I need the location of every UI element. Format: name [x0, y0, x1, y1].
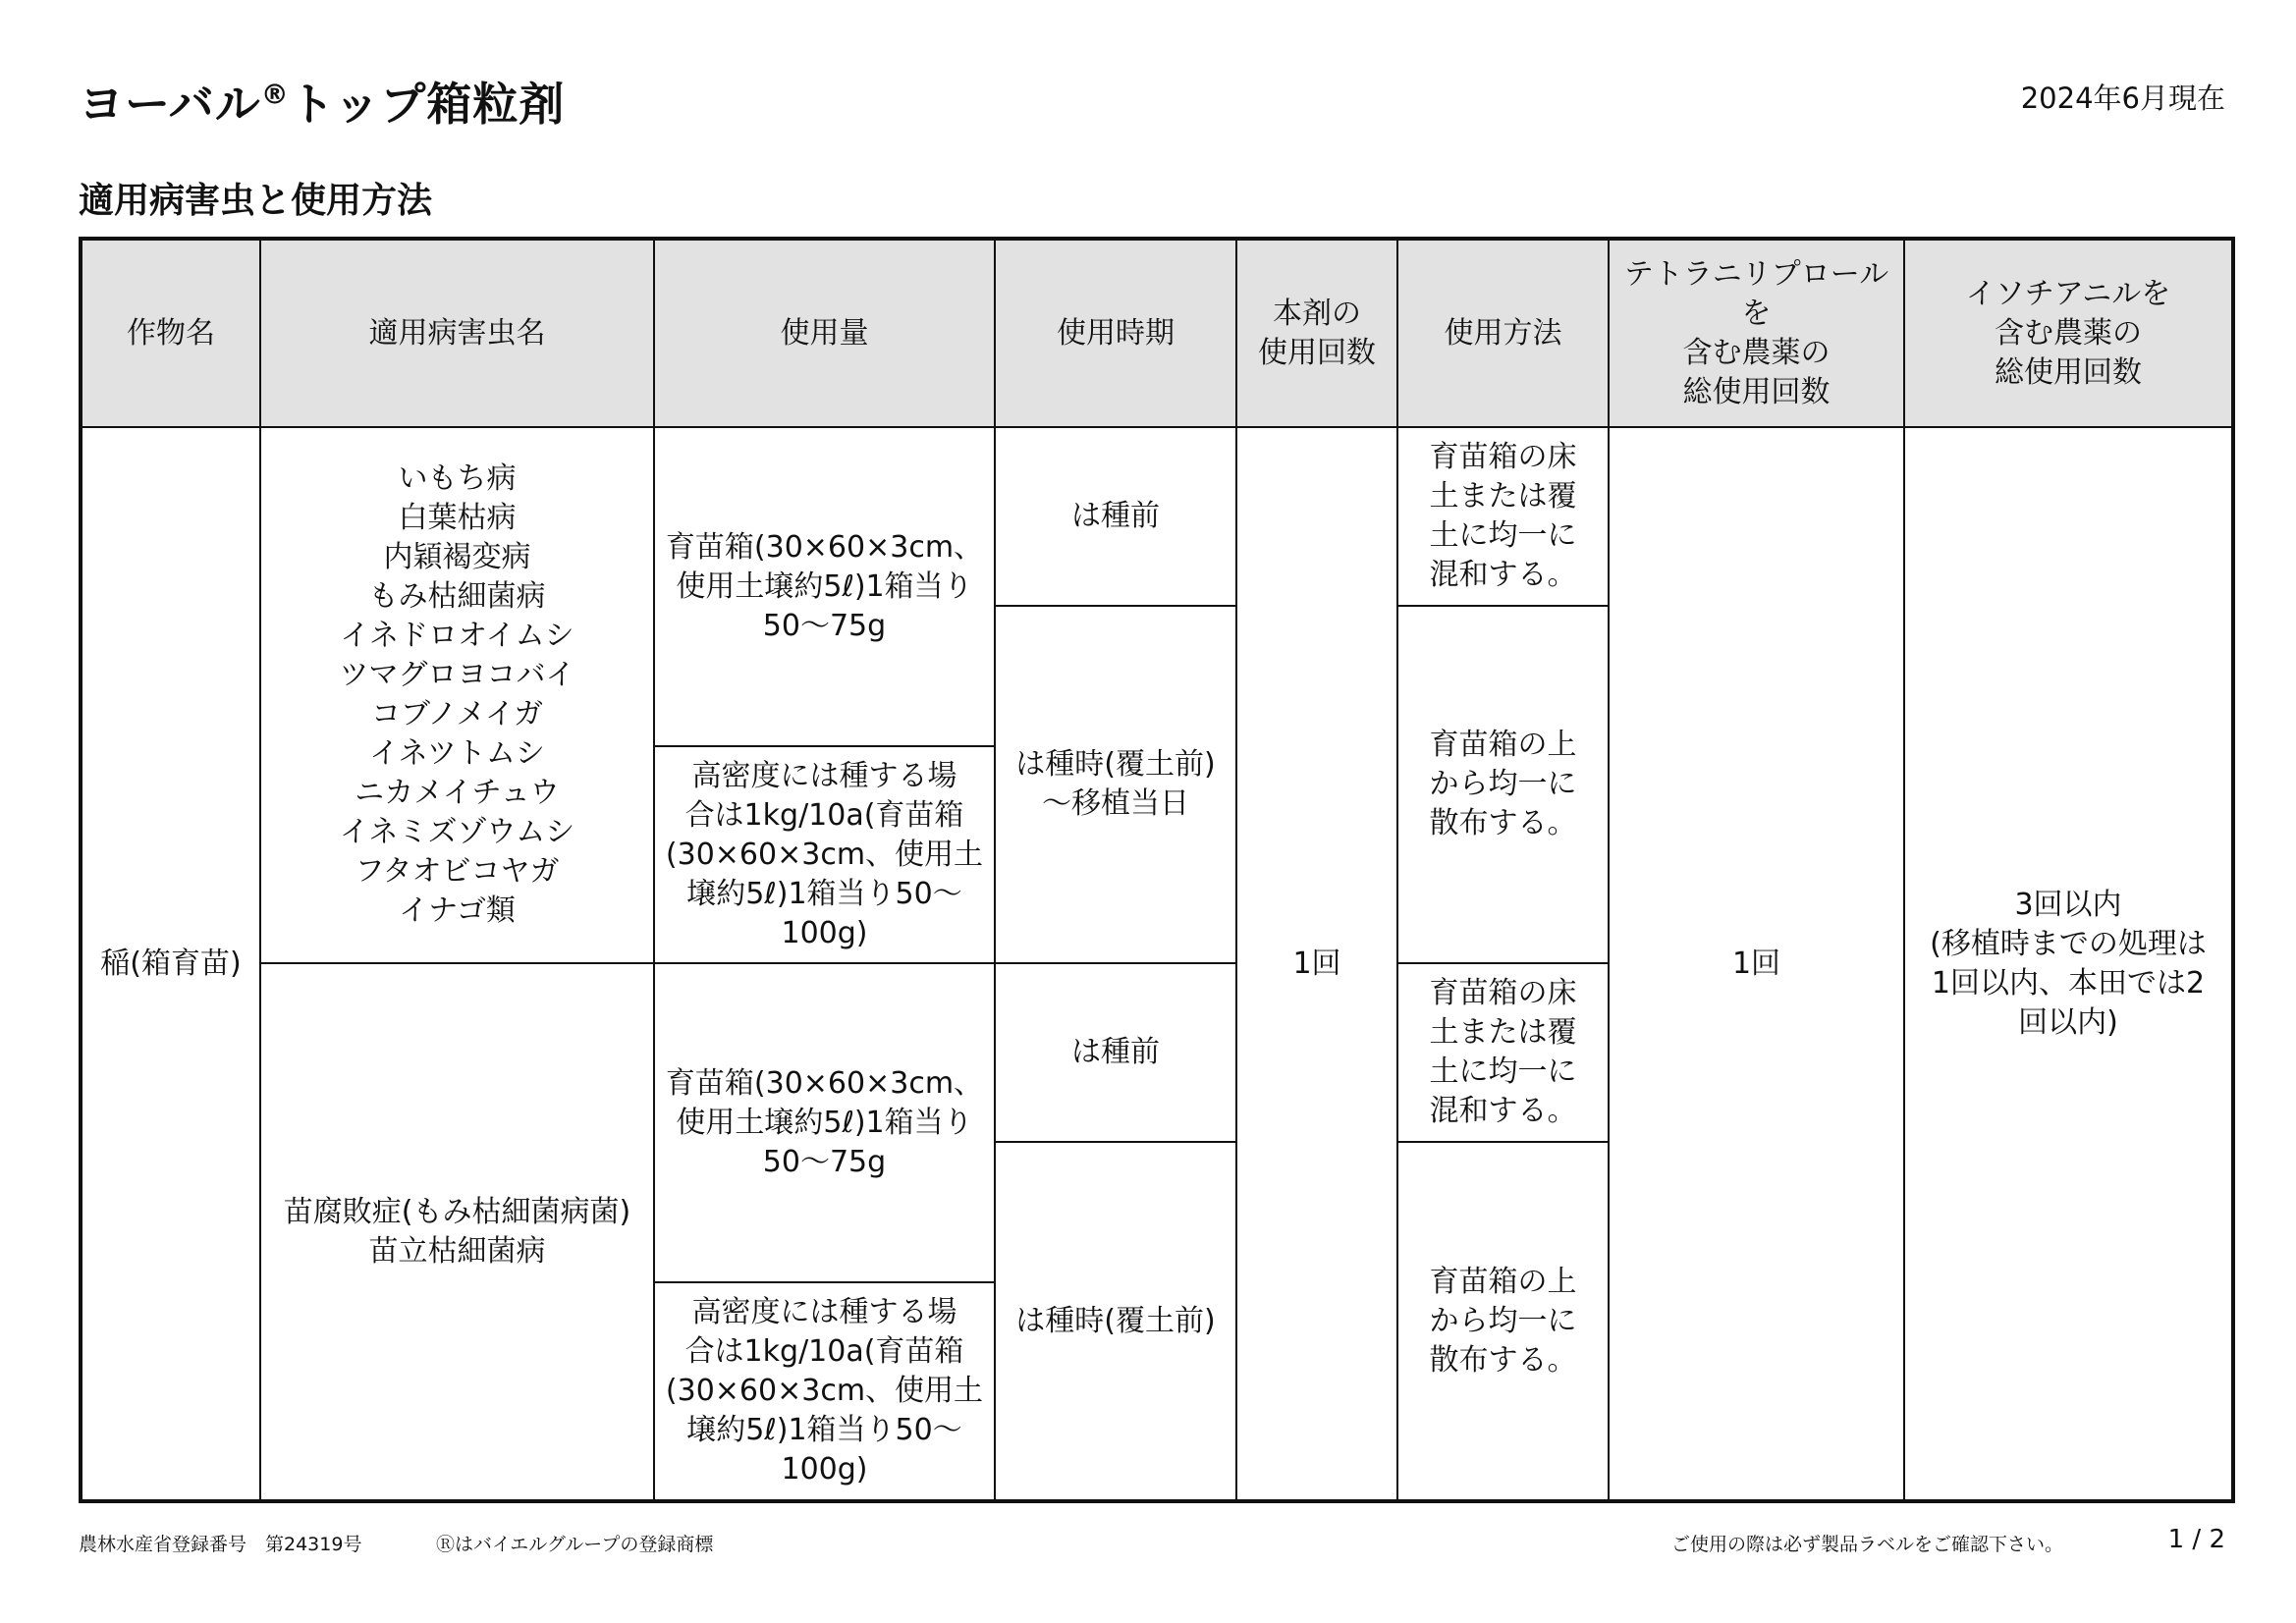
- header-timing: 使用時期: [995, 239, 1236, 427]
- timing-at-seeding-1: は種時(覆土前) ～移植当日: [995, 606, 1236, 963]
- header-iso-total: イソチアニルを 含む農薬の 総使用回数: [1904, 239, 2233, 427]
- header-row: [81, 239, 2233, 427]
- registered-mark: ®: [260, 78, 290, 111]
- usage-table: [79, 237, 2235, 1503]
- product-title: ヨーバル®トップ箱粒剤: [79, 78, 566, 131]
- header-method: 使用方法: [1397, 239, 1609, 427]
- amount-standard-2: 育苗箱(30×60×3cm、 使用土壌約5ℓ)1箱当り 50～75g: [654, 963, 995, 1282]
- timing-before-seeding-1: は種前: [995, 427, 1236, 606]
- timing-before-seeding-2: は種前: [995, 963, 1236, 1142]
- registration-number: 農林水産省登録番号 第24319号: [79, 1534, 362, 1555]
- table-row: [81, 427, 2233, 606]
- use-count: 1回: [1236, 427, 1397, 1501]
- header-amount: 使用量: [654, 239, 995, 427]
- header-tetra-total: テトラニリプロールを 含む農薬の 総使用回数: [1609, 239, 1904, 427]
- tetra-total-count: 1回: [1609, 427, 1904, 1501]
- header-pest: 適用病害虫名: [260, 239, 654, 427]
- crop-cell: 稲(箱育苗): [81, 427, 260, 1501]
- pest-list-2: 苗腐敗症(もみ枯細菌病菌) 苗立枯細菌病: [260, 963, 654, 1501]
- method-spread-1: 育苗箱の上 から均一に 散布する。: [1397, 606, 1609, 963]
- page-number: 1 / 2: [2167, 1525, 2225, 1554]
- method-mix-1: 育苗箱の床 土または覆 土に均一に 混和する。: [1397, 427, 1609, 606]
- as-of-date: 2024年6月現在: [2020, 81, 2225, 115]
- timing-at-seeding-2: は種時(覆土前): [995, 1142, 1236, 1501]
- header-count: 本剤の 使用回数: [1236, 239, 1397, 427]
- iso-total-count: 3回以内 (移植時までの処理は 1回以内、本田では2 回以内): [1904, 427, 2233, 1501]
- amount-standard-1: 育苗箱(30×60×3cm、 使用土壌約5ℓ)1箱当り 50～75g: [654, 427, 995, 746]
- method-mix-2: 育苗箱の床 土または覆 土に均一に 混和する。: [1397, 963, 1609, 1142]
- amount-high-density-1: 高密度には種する場 合は1kg/10a(育苗箱 (30×60×3cm、使用土 壌約5ℓ)1箱当り50～ 100g): [654, 746, 995, 963]
- header-crop: 作物名: [81, 239, 260, 427]
- trademark-note: Ⓡはバイエルグループの登録商標: [436, 1534, 714, 1555]
- method-spread-2: 育苗箱の上 から均一に 散布する。: [1397, 1142, 1609, 1501]
- section-title: 適用病害虫と使用方法: [79, 181, 433, 221]
- pest-list-1: いもち病 白葉枯病 内穎褐変病 もみ枯細菌病 イネドロオイムシ ツマグロヨコバイ コブノメイガ イネツトムシ ニカメイチュウ イネミズゾウムシ フタオビコヤガ イナゴ類: [260, 427, 654, 963]
- caution-note: ご使用の際は必ず製品ラベルをご確認下さい。: [1671, 1534, 2064, 1555]
- amount-high-density-2: 高密度には種する場 合は1kg/10a(育苗箱 (30×60×3cm、使用土 壌約5ℓ)1箱当り50～ 100g): [654, 1282, 995, 1501]
